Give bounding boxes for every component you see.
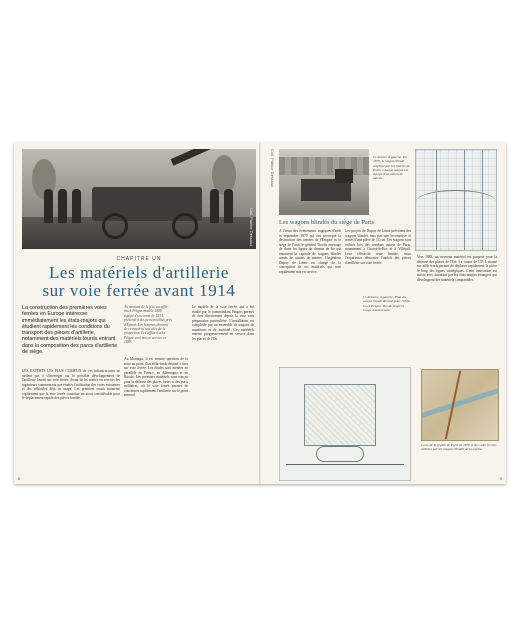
soldier-figure [224, 189, 233, 223]
body-column-3 [417, 255, 497, 363]
historical-map [421, 369, 499, 441]
photo-credit: Coll. Patrice Dessoux [249, 207, 254, 246]
drawing-line [436, 150, 437, 250]
drawing-line [464, 150, 465, 250]
armored-train-photo [279, 149, 369, 215]
body-text: LES EXPERTS LES PLUS CURIEUX de ces infrastructures ne tardent pas à s'interroger sur le possible développement de l'artillerie lourde sur voie ferrée. Avant de les mettre en service, les ingénieurs commencent par étudier l'utilisation des voies existantes et des véhicules déjà en usage. Les premiers essais montrent rapidement que la voie ferrée constitue un atout considérable pour le déplacement rapide des pièces lourdes. [22, 369, 120, 400]
left-page [14, 143, 259, 484]
trajectory-curve [416, 190, 496, 213]
carriage-wheel [102, 213, 128, 239]
photo-caption: Ci-dessus, à gauche. En 1870, le wagon blindé employé par les marins de Paris. Chaque wagon est équipé d'un canon de marine. [373, 155, 410, 181]
magazine-spread [14, 143, 506, 484]
photo-credit: Coll. Patrice Dessoux [270, 149, 275, 188]
body-text: Les projets de Dupuy de Lôme prévoient des wagons blindés mus par une locomotive et armés d'une pièce de 14 cm. Ces wagons sont utilisés lors des combats autour de Paris, notamment à Choisy-le-Roi et à Villejuif. Leur efficacité reste limitée, mais l'expérience démontre l'intérêt des pièces d'artillerie sur voie ferrée. [345, 229, 411, 265]
technical-drawing [415, 149, 497, 251]
body-text: Le modèle de la voie ferrée, qui a été étudié par le commandant Péigne, permet de tirer directement depuis la voie sans préparation particulière. L'installation est complétée par un ensemble de wagons de munitions et de matériel. Ces matériels entrent progressivement en service dans les places de l'Est. [192, 305, 254, 341]
gun-barrel [171, 149, 247, 166]
body-column-1 [279, 229, 341, 363]
photo-caption: Au moment de la fête, un affût-truck Péigne modèle 1888 équipé d'un canon de 155 L présenté à des personnalités près d'Épinal. Les hommes donnent de ce matériel une idée de la proportion. Les affûts-trucks Péigne sont mis en service en 1888. [124, 305, 172, 345]
wagon-body-section [304, 384, 376, 446]
artillery-photo [22, 149, 256, 249]
carriage-wheel [172, 213, 198, 239]
soldier-figure [44, 189, 53, 223]
drawing-line [482, 150, 483, 250]
page-number: 8 [18, 476, 21, 481]
photo-trees [279, 157, 369, 175]
chapter-title-line2: sur voie ferrée avant 1914 [42, 281, 236, 300]
lead-paragraph: La construction des premières voies ferrées en Europe intéresse immédiatement les états-majors qui étudient rapidement les conditions du transport des pièces d'artillerie, notamment des matériels lourds entrant dans la composition des parcs d'artillerie de siège. [22, 305, 118, 356]
page-number: 9 [499, 476, 502, 481]
locomotive-cab [335, 169, 353, 183]
drawing-caption: Ci-dessous, à gauche. Plan du wagon blindé dessiné pour l'affût-truck Péigne. Vue de profil et coupe transversale. [363, 295, 411, 312]
wagon-plan-drawing [279, 367, 411, 481]
map-river [421, 385, 499, 421]
section-heading: Les wagons blindés du siège de Paris [279, 219, 375, 226]
body-column-2 [124, 357, 188, 479]
right-page [261, 143, 506, 484]
soldier-figure [58, 189, 67, 223]
body-text: Vers 1888, un nouveau matériel est proposé pour la défense des places de l'Est. Le canon de 155 L monté sur affût-truck permet de déplacer rapidement la pièce le long des lignes stratégiques. Cette innovation est suivie avec attention par les états-majors étrangers qui développent des matériels comparables. [417, 255, 497, 282]
wagon-bogie [316, 446, 364, 462]
body-column-3 [192, 305, 254, 479]
body-text: À l'issue des événements tragiques d'août et septembre 1870 qui ont provoqué la destruction des armées de l'Empire et le siège de Paris, le général Trochu envisage de doter les lignes de chemin de fer qui entourent la capitale de wagons blindés armés de canons de marine. L'ingénieur Dupuy de Lôme est chargé de la conception de ces matériels qui sont rapidement mis en service. [279, 229, 341, 274]
chapter-title: Les matériels d'artillerie [48, 263, 230, 282]
soldier-figure [210, 189, 219, 223]
map-caption: Carte de la région de Paris en 1870 et des voies ferrées utilisées par les wagons blindés de la marine. [421, 443, 497, 452]
body-column-2 [345, 229, 411, 291]
body-column-1 [22, 369, 120, 479]
rail-track [286, 464, 404, 465]
body-text: Au Montagu, il est ensuite question de la mise au point d'un affût-truck destiné à tirer sur voie ferrée. Les études sont menées en parallèle en France, en Allemagne et en Russie. Les premiers matériels sont conçus pour la défense des places fortes et des ports militaires, où la voie ferrée permet de concentrer rapidement l'artillerie sur le point menacé. [124, 357, 188, 397]
chapter-label: CHAPITRE UN [116, 256, 162, 262]
soldier-figure [72, 189, 81, 223]
